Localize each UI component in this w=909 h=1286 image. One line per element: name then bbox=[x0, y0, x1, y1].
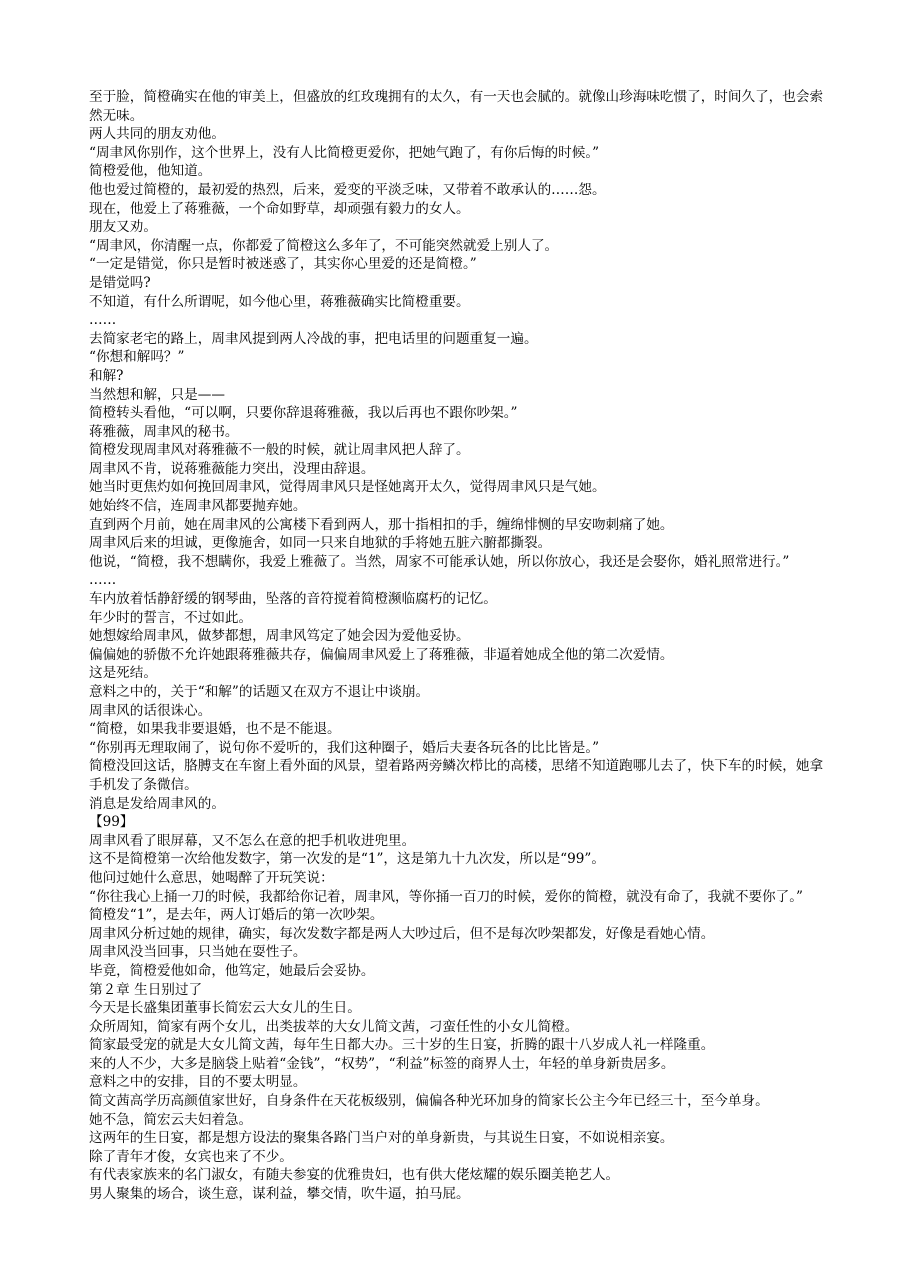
paragraph: 周聿风看了眼屏幕，又不怎么在意的把手机收进兜里。 bbox=[89, 832, 416, 849]
paragraph: 意料之中的安排，目的不要太明显。 bbox=[89, 1074, 307, 1091]
paragraph: 这是死结。 bbox=[89, 665, 157, 682]
paragraph: 简橙没回这话，胳膊支在车窗上看外面的风景，望着路两旁鳞次栉比的高楼，思绪不知道跑哪儿去了，快下车的时候，她拿手机发了条微信。 bbox=[89, 758, 824, 793]
paragraph: 这两年的生日宴，都是想方设法的聚集各路门当户对的单身新贵，与其说生日宴，不如说相亲宴。 bbox=[89, 1130, 674, 1147]
section-break: …… bbox=[89, 572, 117, 589]
paragraph: 简橙发“1”，是去年，两人订婚后的第一次吵架。 bbox=[89, 907, 384, 924]
paragraph: 她不急，简宏云夫妇着急。 bbox=[89, 1111, 253, 1128]
paragraph: 简橙爱他，他知道。 bbox=[89, 163, 212, 180]
paragraph: 周聿风后来的坦诚，更像施舍，如同一只来自地狱的手将她五脏六腑都撕裂。 bbox=[89, 535, 552, 552]
paragraph: 他也爱过简橙的，最初爱的热烈，后来，爱变的平淡乏味，又带着不敢承认的……怨。 bbox=[89, 181, 606, 198]
paragraph: 有代表家族来的名门淑女，有随夫参宴的优雅贵妇，也有供大佬炫耀的娱乐圈美艳艺人。 bbox=[89, 1167, 620, 1184]
paragraph: “周聿风你别作，这个世界上，没有人比简橙更爱你，把她气跑了，有你后悔的时候。” bbox=[89, 144, 600, 161]
paragraph: “你往我心上捅一刀的时候，我都给你记着，周聿风，等你捅一百刀的时候，爱你的简橙，就没有命了，我就不要你了。” bbox=[89, 888, 803, 905]
paragraph: 不知道，有什么所谓呢，如今他心里，蒋雅薇确实比简橙重要。 bbox=[89, 293, 470, 310]
paragraph: 和解? bbox=[89, 367, 124, 384]
paragraph: 她始终不信，连周聿风都要抛弃她。 bbox=[89, 498, 307, 515]
paragraph: 意料之中的，关于“和解”的话题又在双方不退让中谈崩。 bbox=[89, 684, 430, 700]
paragraph: 她当时更焦灼如何挽回周聿风，觉得周聿风只是怪她离开太久，觉得周聿风只是气她。 bbox=[89, 479, 606, 496]
paragraph: 简橙发现周聿风对蒋雅薇不一般的时候，就让周聿风把人辞了。 bbox=[89, 442, 470, 459]
paragraph: “简橙，如果我非要退婚，也不是不能退。 bbox=[89, 721, 341, 738]
paragraph: 至于脸，简橙确实在他的审美上，但盛放的红玫瑰拥有的太久，有一天也会腻的。就像山珍海味吃惯了，时间久了，也会索然无味。 bbox=[89, 89, 824, 124]
paragraph: 偏偏她的骄傲不允许她跟蒋雅薇共存，偏偏周聿风爱上了蒋雅薇，非逼着她成全他的第二次爱情。 bbox=[89, 646, 674, 663]
paragraph: 他说，“简橙，我不想瞒你，我爱上雅薇了。当然，周家不可能承认她，所以你放心，我还是会娶你，婚礼照常进行。” bbox=[89, 553, 790, 570]
paragraph: 现在，他爱上了蒋雅薇，一个命如野草，却顽强有毅力的女人。 bbox=[89, 200, 470, 217]
chapter-title: 第２章 生日别过了 bbox=[89, 981, 203, 998]
paragraph: 简家最受宠的就是大女儿简文茜，每年生日都大办。三十岁的生日宴，折腾的跟十八岁成人礼一样隆重。 bbox=[89, 1037, 715, 1054]
paragraph: “你别再无理取闹了，说句你不爱听的，我们这种圈子，婚后夫妻各玩各的比比皆是。” bbox=[89, 739, 600, 756]
paragraph: 直到两个月前，她在周聿风的公寓楼下看到两人，那十指相扣的手，缠绵悱恻的早安吻刺痛了她。 bbox=[89, 516, 674, 533]
paragraph: 周聿风没当回事，只当她在耍性子。 bbox=[89, 944, 307, 961]
paragraph: 毕竟，简橙爱他如命，他笃定，她最后会妥协。 bbox=[89, 962, 375, 979]
paragraph: 周聿风不肯，说蒋雅薇能力突出，没理由辞退。 bbox=[89, 460, 375, 477]
paragraph: 去简家老宅的路上，周聿风提到两人冷战的事，把电话里的问题重复一遍。 bbox=[89, 330, 538, 347]
paragraph: 除了青年才俊，女宾也来了不少。 bbox=[89, 1148, 293, 1165]
paragraph: 她想嫁给周聿风，做梦都想，周聿风笃定了她会因为爱他妥协。 bbox=[89, 628, 470, 645]
paragraph: 众所周知，简家有两个女儿，出类拔萃的大女儿简文茜，刁蛮任性的小女儿简橙。 bbox=[89, 1018, 579, 1035]
paragraph: 周聿风分析过她的规律，确实，每次发数字都是两人大吵过后，但不是每次吵架都发，好像是看她心情。 bbox=[89, 925, 715, 942]
paragraph: “周聿风，你清醒一点，你都爱了简橙这么多年了，不可能突然就爱上别人了。 bbox=[89, 237, 559, 254]
paragraph: 【99】 bbox=[89, 814, 134, 831]
paragraph: 这不是简橙第一次给他发数字，第一次发的是“1”，这是第九十九次发，所以是“99”。 bbox=[89, 851, 605, 868]
paragraph: 周聿风的话很诛心。 bbox=[89, 702, 212, 719]
paragraph: 是错觉吗? bbox=[89, 274, 151, 291]
document-body bbox=[89, 88, 825, 1204]
paragraph: 当然想和解，只是—— bbox=[89, 386, 225, 403]
paragraph: 他问过她什么意思，她喝醉了开玩笑说： bbox=[89, 869, 334, 886]
paragraph: 简橙转头看他，“可以啊，只要你辞退蒋雅薇，我以后再也不跟你吵架。” bbox=[89, 405, 518, 422]
paragraph: “一定是错觉，你只是暂时被迷惑了，其实你心里爱的还是简橙。” bbox=[89, 256, 477, 273]
paragraph: 来的人不少，大多是脑袋上贴着“金钱”，“权势”，“利益”标签的商界人士，年轻的单身新贵居多。 bbox=[89, 1055, 675, 1072]
paragraph: 男人聚集的场合，谈生意，谋利益，攀交情，吹牛逼，拍马屁。 bbox=[89, 1186, 470, 1203]
section-break: …… bbox=[89, 312, 117, 329]
paragraph: “你想和解吗？” bbox=[89, 349, 185, 366]
paragraph: 消息是发给周聿风的。 bbox=[89, 795, 225, 812]
paragraph: 简文茜高学历高颜值家世好，自身条件在天花板级别，偏偏各种光环加身的简家长公主今年已经三十，至今单身。 bbox=[89, 1093, 769, 1110]
paragraph: 今天是长盛集团董事长简宏云大女儿的生日。 bbox=[89, 1000, 361, 1017]
paragraph: 朋友又劝。 bbox=[89, 219, 157, 236]
paragraph: 车内放着恬静舒缓的钢琴曲，坠落的音符搅着简橙濒临腐朽的记忆。 bbox=[89, 591, 497, 608]
paragraph: 两人共同的朋友劝他。 bbox=[89, 126, 225, 143]
paragraph: 年少时的誓言，不过如此。 bbox=[89, 609, 253, 626]
paragraph: 蒋雅薇，周聿风的秘书。 bbox=[89, 423, 239, 440]
